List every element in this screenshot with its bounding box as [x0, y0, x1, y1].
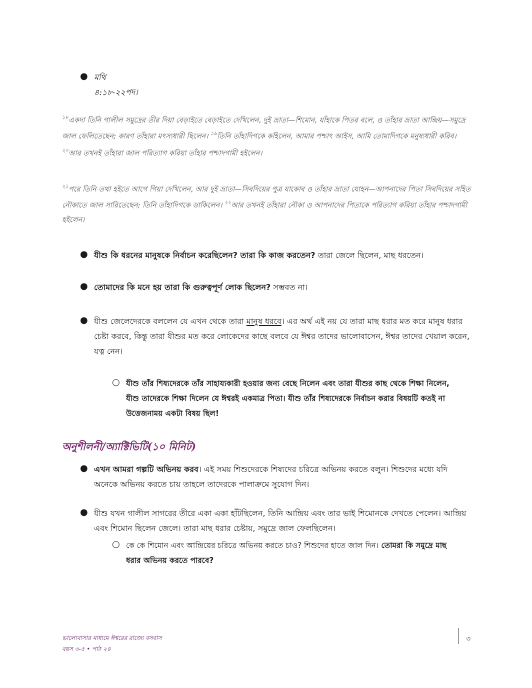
verse-number: ২২	[224, 200, 231, 207]
verse-19: তিনি তাঁহাদিগকে কহিলেন, আমার পশ্চাৎ আইস, আমি তোমাদিগকে মনুষ্যধারী করিব।	[217, 131, 457, 141]
bullet-marker: ●	[80, 250, 88, 260]
footer-divider	[458, 628, 459, 644]
sub-bullet-marker: ○	[112, 378, 120, 388]
question-2-text: তোমাদের কি মনে হয় তারা কি গুরুত্বপূর্ণ লোক ছিলেন?	[94, 283, 271, 292]
subpoint-line: যীশু তাঁর শিষ্যদেরকে তাঁর সাহায্যকারী হওয়ার জন্য বেছে নিলেন এবং তারা যীশুর কাছ থেকে শিক্ষা নিলেন,	[126, 379, 450, 388]
subpoint-line: উত্তেজনাময় একটা বিষয় ছিল!	[126, 409, 219, 418]
scripture-passage-2	[62, 180, 472, 227]
sub-bullet-marker: ○	[112, 540, 120, 550]
bullet-marker: ●	[80, 316, 88, 326]
bullet-marker: ●	[80, 72, 88, 82]
scripture-reference: মথি ৪:১৮-২২পদ।	[94, 73, 138, 97]
activity-text-line: অনেকে অভিনয় করতে চায় তাহলে তাদেরকে পালাক্রমে সুযোগ দিন।	[94, 480, 310, 489]
footer-title: ভালোবাসার মাধ্যমে ঈশ্বরের রাজ্যে বসবাস	[62, 635, 162, 642]
verse-number: ২০	[62, 147, 69, 154]
verse-number: ১৯	[210, 131, 217, 138]
activity-heading: অনুশীলনী/অ্যাক্টিভিটি(১০ মিনিট)	[62, 442, 196, 453]
activity-text-line: এবং শিমোন ছিলেন জেলে। তারা মাছ ধরার চেষ্টায়, সমুদ্রে জাল ফেলছিলেন।	[94, 524, 336, 533]
activity-subitem-question-line: ধরার অভিনয় করতে পারবে?	[126, 556, 214, 565]
fishers-of-men-phrase: মানুষ ধরবে	[246, 317, 282, 326]
activity-instruction: এখন আমরা গল্পটি অভিনয় করব	[94, 465, 199, 474]
teaching-text: যীশু জেলেদেরকে বললেন যে এখন থেকে তারা	[94, 317, 247, 326]
bullet-marker: ●	[80, 464, 88, 474]
bullet-marker: ●	[80, 508, 88, 518]
footer-lesson: বয়স ৩-৫ • পাঠ ২৪	[62, 646, 111, 653]
question-1-answer: তারা জেলে ছিলেন, মাছ ধরতেন।	[315, 251, 424, 260]
verse-21: পরে তিনি তথা হইতে আগে গিয়া দেখিলেন, আর দুই ভ্রাতা—সিবদিয়ের পুত্র যাকোব ও তাঁহার ভ্রাতা যোহন—আপনাদের পিতা সিবদিয়ের সহিত নৌকাতে জাল সারিতেছেন; তিনি তাঁহাদিগকে ডাকিলেন।	[62, 184, 471, 210]
verse-number: ২১	[62, 184, 69, 190]
verse-number: ১৮	[62, 115, 69, 121]
activity-text: । এই সময় শিশুদেরকে শিষ্যদের চরিত্রে অভিনয় করতে বলুন। শিশুদের মধ্যে যদি	[198, 465, 448, 474]
activity-text-line: যীশু যখন গালীল সাগরের তীরে একা একা হাঁটছিলেন, তিনি আন্দ্রিয় এবং তার ভাই শিমোনকে দেখতে পেলেন। আন্দ্রিয়	[94, 509, 467, 518]
activity-subitem-question: তোমরা কি সমুদ্রে মাছ	[378, 541, 447, 550]
teaching-text-line: যত্ন নেন।	[94, 347, 123, 356]
activity-subitem-text: কে কে শিমোন এবং আন্দ্রিয়ের চরিত্রে অভিনয় করতে চাও? শিশুদের হাতে জাল দিন।	[126, 541, 379, 550]
verse-22: আর তখনই তাঁহারা নৌকা ও আপনাদের পিতাকে পরিত্যাগ করিয়া তাঁহার পশ্চাদগামী হইলেন।	[62, 200, 468, 224]
question-2-answer: সম্ভবত না।	[270, 283, 308, 292]
page-number: ৩	[466, 635, 471, 643]
question-1-text: যীশু কি ধরনের মানুষকে নির্বাচন করেছিলেন? তারা কি কাজ করতেন?	[94, 251, 316, 260]
scripture-passage-1	[62, 111, 472, 160]
verse-20: আর তখনই তাঁহারা জাল পরিত্যাগ করিয়া তাঁহার পশ্চাদগামী হইলেন।	[68, 148, 263, 158]
teaching-text: । এর অর্থ এই নয় যে তারা মাছ ধরার মত করে মানুষ ধরার	[281, 317, 463, 326]
page-footer	[62, 633, 162, 655]
subpoint-line: যীশু তাদেরকে শিক্ষা দিলেন যে ঈশ্বরই একমাত্র পিতা। যীশু তাঁর শিষ্যদেরকে নির্বাচন করার বিষয়টি কতই না	[126, 394, 446, 403]
verse-18: একদা তিনি গালীল সমুদ্রের তীর দিয়া বেড়াইতে বেড়াইতে দেখিলেন, দুই ভ্রাতা—শিমোন, যাঁহাকে পিতর বলে, ও তাঁহার ভ্রাতা আন্দ্রিয়—সমুদ্রে জাল ফেলিতেছেন; কারণ তাঁহারা মৎস্যধারী ছিলেন।	[62, 115, 466, 141]
teaching-text-line: চেষ্টা করবে, কিন্তু তারা যীশুর মত করে লোকেদের কাছে বলবে যে ঈশ্বর তাদের ভালোবাসেন, ঈশ্বর তাদের খেয়াল করেন,	[94, 332, 470, 341]
bullet-marker: ●	[80, 282, 88, 292]
